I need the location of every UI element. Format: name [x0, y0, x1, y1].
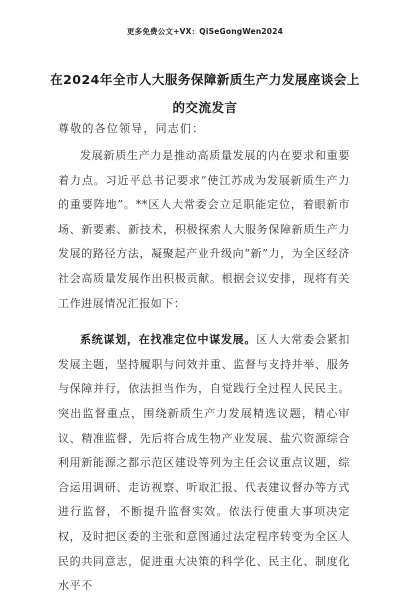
salutation: 尊敬的各位领导，同志们：	[58, 122, 205, 135]
section-1-lead: 系统谋划，在找准定位中谋发展。	[80, 333, 257, 347]
header-note: 更多免费公文+VX：QiSeGongWen2024	[126, 27, 284, 36]
paragraph-intro: 发展新质生产力是推动高质量发展的内在要求和重要着力点。习近平总书记要求“使江苏成为发展新质生产力的重要阵地”。**区人大常委会立足职能定位，着眼新市场、新要素、新技术，积极探索人大服务保障新质生产力发展的路径方法，凝聚起产业升级向“新”力，为全区经济社会高质量发展作出积极贡献。根据会议安排，现将有关工作进展情况汇报如下：	[58, 149, 350, 310]
paragraph-section-1	[58, 328, 350, 599]
document-body	[58, 144, 350, 599]
document-title: 在2024年全市人大服务保障新质生产力发展座谈会上的交流发言	[50, 72, 360, 115]
section-1-text: 区人大常委会紧扣发展主题，坚持履职与问效并重、监督与支持并举、服务与保障并行，依法担当作为，自觉践行全过程人民民主。突出监督重点，围绕新质生产力发展精选议题，精心审议、精准监督，先后将合成生物产业发展、盐穴资源综合利用新能源之都示范区建设等列为主任会议重点议题，综合运用调研、走访视察、听取汇报、代表建议督办等方式进行监督，不断提升监督实效。依法行使重大事项决定权，及时把区委的主张和意图通过法定程序转变为全区人民的共同意志，促进重大决策的科学化、民主化、制度化水平不	[58, 333, 351, 593]
